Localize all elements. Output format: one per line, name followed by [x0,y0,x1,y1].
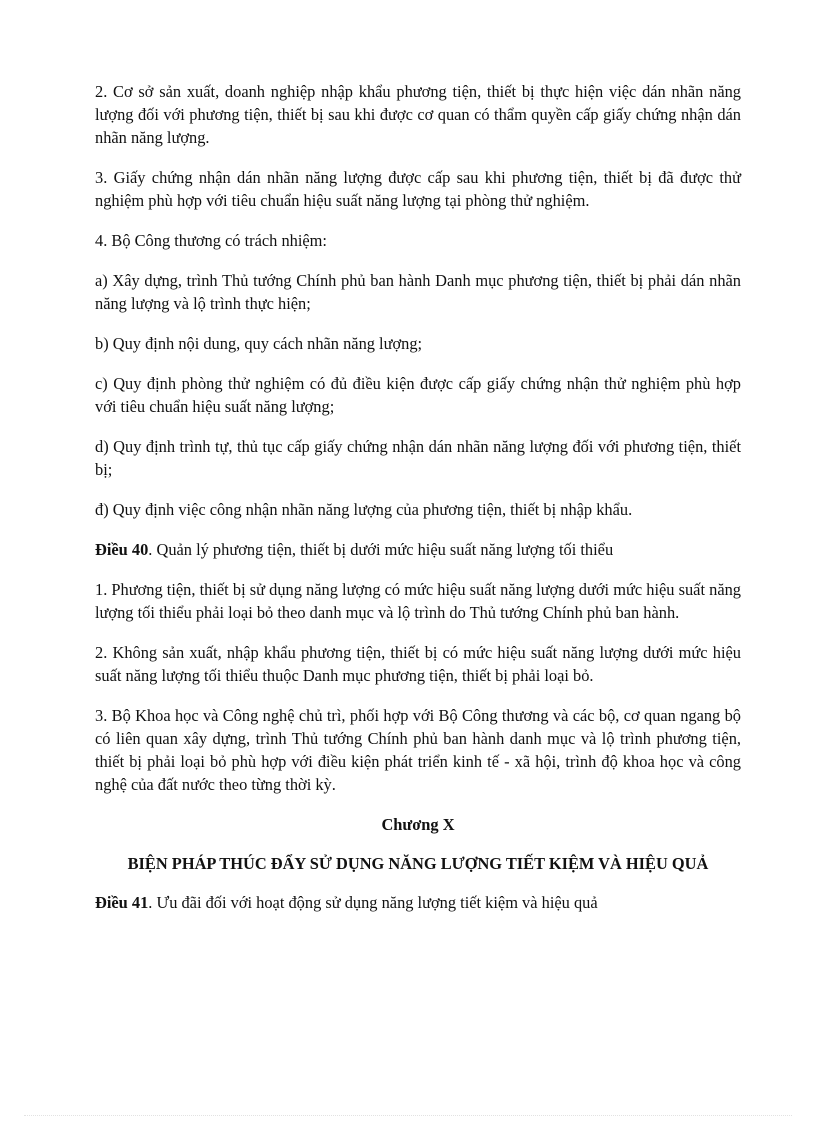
chapter-number: Chương X [381,815,455,834]
list-item: d) Quy định trình tự, thủ tục cấp giấy chứng nhận dán nhãn năng lượng đối với phương tiện, thiết bị; [95,437,741,479]
article-title: . Ưu đãi đối với hoạt động sử dụng năng lượng tiết kiệm và hiệu quả [148,893,598,912]
paragraph: 1. Phương tiện, thiết bị sử dụng năng lượng có mức hiệu suất năng lượng dưới mức hiệu suất năng lượng tối thiểu phải loại bỏ theo danh mục và lộ trình do Thủ tướng Chính phủ ban hành. [95,580,741,622]
list-item: a) Xây dựng, trình Thủ tướng Chính phủ ban hành Danh mục phương tiện, thiết bị phải dán nhãn năng lượng và lộ trình thực hiện; [95,271,741,313]
document-page [95,80,741,931]
paragraph: 2. Cơ sở sản xuất, doanh nghiệp nhập khẩu phương tiện, thiết bị thực hiện việc dán nhãn năng lượng đối với phương tiện, thiết bị sau khi được cơ quan có thẩm quyền cấp giấy chứng nhận dán nhãn năng lượng. [95,82,741,147]
page-bottom-divider [24,1115,792,1116]
article-title: . Quản lý phương tiện, thiết bị dưới mức hiệu suất năng lượng tối thiểu [148,540,614,559]
chapter-title: BIỆN PHÁP THÚC ĐẨY SỬ DỤNG NĂNG LƯỢNG TIẾT KIỆM VÀ HIỆU QUẢ [127,854,709,873]
list-item: đ) Quy định việc công nhận nhãn năng lượng của phương tiện, thiết bị nhập khẩu. [95,500,633,519]
list-item: b) Quy định nội dung, quy cách nhãn năng lượng; [95,334,423,353]
paragraph: 2. Không sản xuất, nhập khẩu phương tiện, thiết bị có mức hiệu suất năng lượng dưới mức hiệu suất năng lượng tối thiểu thuộc Danh mục phương tiện, thiết bị phải loại bỏ. [95,643,741,685]
article-label: Điều 40 [95,540,149,559]
paragraph: 3. Giấy chứng nhận dán nhãn năng lượng được cấp sau khi phương tiện, thiết bị đã được thử nghiệm phù hợp với tiêu chuẩn hiệu suất năng lượng tại phòng thử nghiệm. [95,168,741,210]
list-item: c) Quy định phòng thử nghiệm có đủ điều kiện được cấp giấy chứng nhận thử nghiệm phù hợp với tiêu chuẩn hiệu suất năng lượng; [95,374,741,416]
article-heading [95,538,741,561]
paragraph: 4. Bộ Công thương có trách nhiệm: [95,231,327,250]
article-heading [95,891,741,914]
paragraph: 3. Bộ Khoa học và Công nghệ chủ trì, phối hợp với Bộ Công thương và các bộ, cơ quan ngang bộ có liên quan xây dựng, trình Thủ tướng Chính phủ ban hành danh mục và lộ trình phương tiện, thiết bị phải loại bỏ phù hợp với điều kiện phát triển kinh tế - xã hội, trình độ khoa học và công nghệ của đất nước theo từng thời kỳ. [95,706,741,794]
article-label: Điều 41 [95,893,149,912]
